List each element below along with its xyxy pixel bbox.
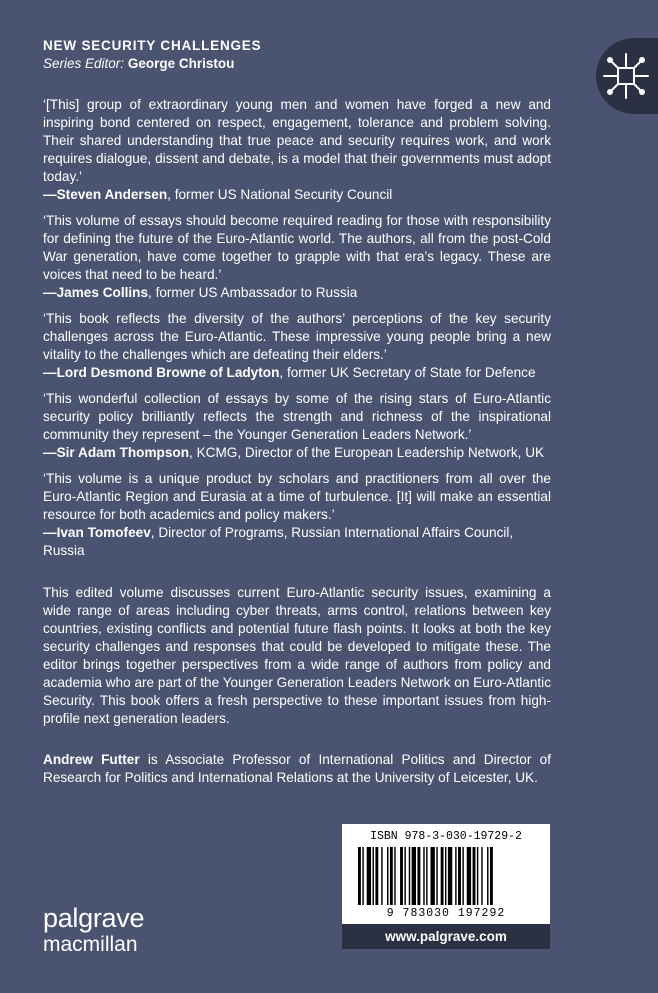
- barcode-bar: [358, 847, 361, 905]
- endorsement-text: ‘This volume is a unique product by scholars and practitioners from all over the Euro-Atlantic Region and Eurasia at a time of turbulence. [It] will make an essential resource for both academics and policy makers.’: [43, 471, 551, 522]
- author-bio-text: is Associate Professor of International Politics and Director of Research for Politics and International Relations at the University of Leicester, UK.: [43, 752, 551, 785]
- barcode-bar: [373, 847, 374, 905]
- endorsement-person: —Sir Adam Thompson: [43, 445, 190, 460]
- endorsement: [43, 390, 551, 462]
- series-editor-name: George Christou: [127, 56, 235, 71]
- barcode-bar: [458, 847, 461, 905]
- endorsement-role: , former US National Security Council: [167, 187, 393, 202]
- endorsement-attribution: [43, 444, 551, 462]
- barcode-panel: [342, 824, 550, 924]
- barcode-bar: [462, 847, 463, 905]
- endorsement: [43, 212, 551, 302]
- barcode-bar: [431, 847, 435, 905]
- barcode-bar: [400, 847, 403, 905]
- endorsement-person: —Ivan Tomofeev: [43, 525, 151, 540]
- endorsement-text: ‘[This] group of extraordinary young men and women have forged a new and inspiring bond centered on respect, engagement, tolerance and problem solving. Their shared understanding that true peace and security requires work, and work requires dialogue, dissent and debate, is a model that their governments must adopt today.’: [43, 97, 551, 184]
- endorsement-role: , Director of Programs, Russian International Affairs Council, Russia: [43, 525, 514, 558]
- endorsement-attribution: [43, 186, 551, 204]
- endorsement-attribution: [43, 284, 551, 302]
- barcode-bar: [367, 847, 371, 905]
- barcode-bar: [467, 847, 471, 905]
- publisher-url: www.palgrave.com: [342, 924, 550, 949]
- isbn-label: ISBN 978-3-030-19729-2: [370, 830, 522, 843]
- barcode-bar: [394, 847, 395, 905]
- endorsement-person: —Steven Andersen: [43, 187, 168, 202]
- book-description: This edited volume discusses current Euro-Atlantic security issues, examining a wide range of areas including cyber threats, arms control, relations between key countries, existing conflicts and potential future flash points. It looks at both the key security challenges and responses that could be developed to mitigate these. The editor brings together perspectives from a wide range of authors from policy and academia who are part of the Younger Generation Leaders Network on Euro-Atlantic Security. This book offers a fresh perspective to these important issues from high-profile next generation leaders.: [43, 585, 551, 726]
- endorsement-role: , former UK Secretary of State for Defence: [279, 365, 536, 380]
- barcode-bar: [445, 847, 446, 905]
- endorsement-role: , former US Ambassador to Russia: [148, 285, 358, 300]
- endorsement: [43, 310, 551, 382]
- barcode: [358, 847, 534, 905]
- barcode-bar: [417, 847, 420, 905]
- barcode-bar: [412, 847, 416, 905]
- barcode-bar: [481, 847, 482, 905]
- series-editor: [43, 56, 261, 71]
- series-block: [43, 38, 261, 71]
- endorsement-text: ‘This book reflects the diversity of the authors’ perceptions of the key security challenges across the Euro-Atlantic. These impressive young people bring a new vitality to the challenges which are defeating their elders.’: [43, 311, 551, 362]
- publisher-badge: [596, 38, 658, 114]
- endorsement-attribution: [43, 364, 551, 382]
- publisher-logo-line1: palgrave: [43, 903, 145, 933]
- barcode-bar: [441, 847, 444, 905]
- barcode-bar: [387, 847, 388, 905]
- barcode-bar: [426, 847, 427, 905]
- barcode-bar: [455, 847, 456, 905]
- barcode-digits: 9 783030 197292: [386, 907, 506, 920]
- author-bio: [43, 751, 551, 787]
- endorsement: [43, 470, 551, 560]
- barcode-bar: [448, 847, 452, 905]
- series-title: NEW SECURITY CHALLENGES: [43, 38, 262, 53]
- author-name: Andrew Futter: [43, 752, 140, 767]
- barcode-bar: [404, 847, 405, 905]
- barcode-bar: [409, 847, 410, 905]
- barcode-bar: [423, 847, 424, 905]
- endorsement-person: —James Collins: [43, 285, 149, 300]
- endorsements: [43, 96, 551, 568]
- series-editor-label: Series Editor:: [43, 56, 125, 71]
- barcode-bar: [381, 847, 382, 905]
- barcode-bar: [490, 847, 493, 905]
- publisher-logo: [43, 905, 144, 955]
- endorsement-text: ‘This wonderful collection of essays by some of the rising stars of Euro-Atlantic security policy brilliantly reflects the strength and richness of the inspirational community they represent – the Younger Generation Leaders Network.’: [43, 391, 551, 442]
- barcode-bar: [362, 847, 363, 905]
- endorsement-text: ‘This volume of essays should become required reading for those with responsibility for defining the future of the Euro-Atlantic world. The authors, all from the post-Cold War generation, have come together to grapple with that era’s legacy. These are voices that need to be heard.’: [43, 213, 551, 282]
- endorsement: [43, 96, 551, 204]
- publisher-logo-line2: macmillan: [43, 933, 138, 956]
- barcode-bar: [487, 847, 488, 905]
- endorsement-person: —Lord Desmond Browne of Ladyton: [43, 365, 280, 380]
- barcode-bar: [375, 847, 378, 905]
- barcode-bar: [473, 847, 476, 905]
- endorsement-attribution: [43, 524, 551, 560]
- barcode-bar: [477, 847, 478, 905]
- barcode-bar: [390, 847, 393, 905]
- barcode-bar: [436, 847, 437, 905]
- endorsement-role: , KCMG, Director of the European Leadership Network, UK: [189, 445, 545, 460]
- springer-compass-icon: [600, 50, 652, 102]
